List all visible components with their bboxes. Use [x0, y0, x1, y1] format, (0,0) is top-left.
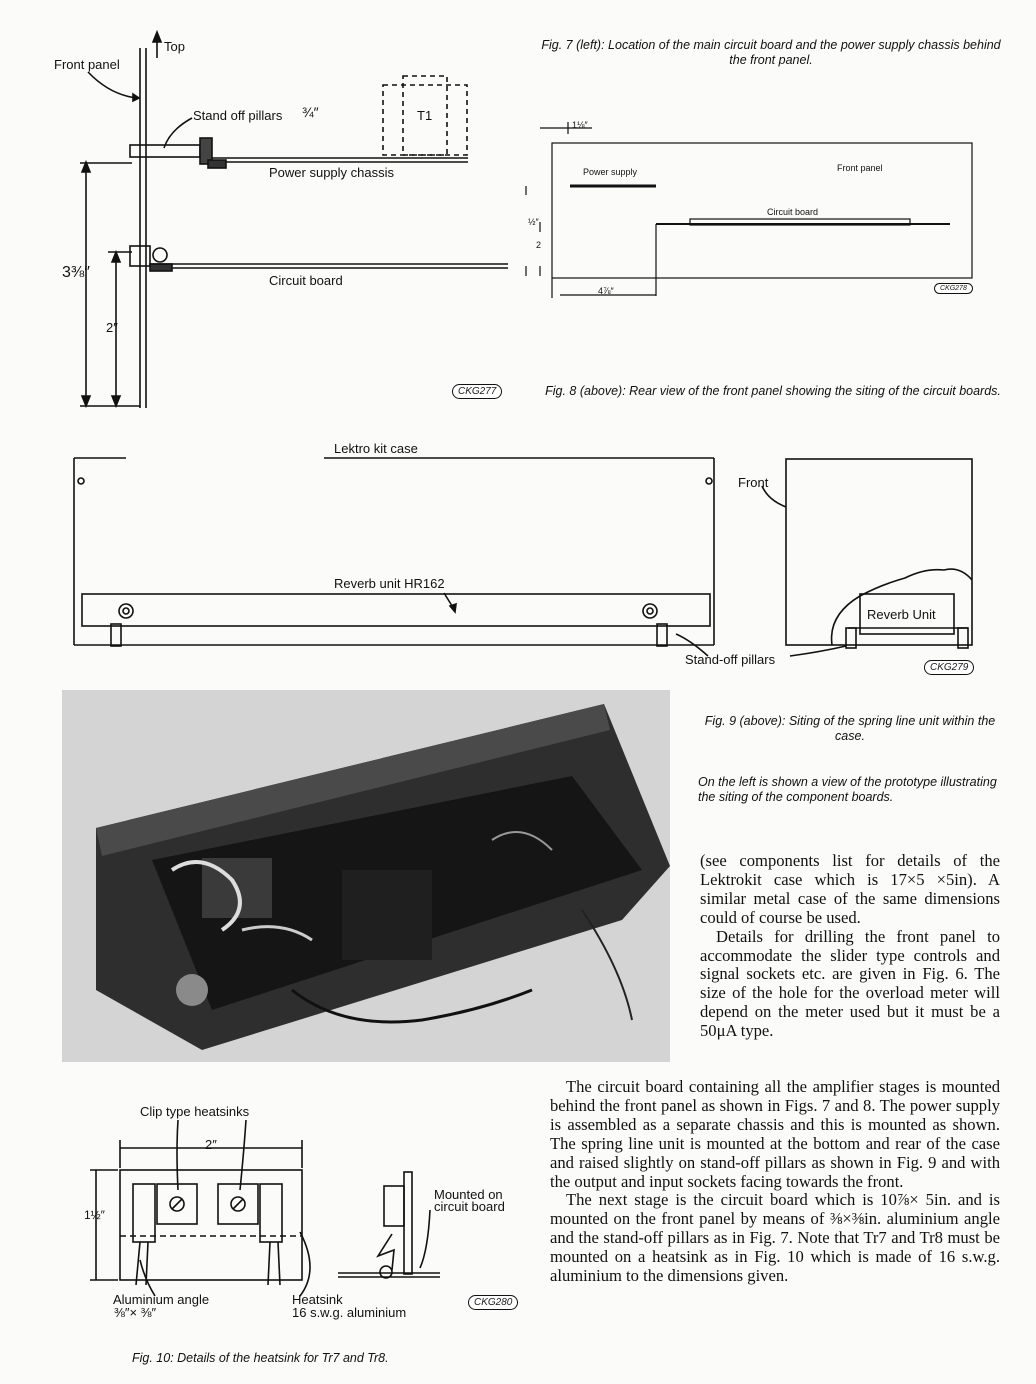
- fig8-front-panel: Front panel: [837, 163, 883, 173]
- text-column-lower: [550, 1078, 1000, 1286]
- fig9-code: CKG279: [924, 660, 974, 675]
- text-column-upper: [700, 852, 1000, 1041]
- stand-off-dim: ¾″: [302, 104, 319, 120]
- fig8-dim-top: 1⅛″: [572, 120, 588, 130]
- fig9-reverb-label: Reverb unit HR162: [334, 576, 445, 591]
- paragraph-2: Details for drilling the front panel to accommodate the slider type controls and signal sockets etc. are given in Fig. 6. The size of the hole for the overload meter will depend on the meter used but it must be a 50μA type.: [700, 926, 1000, 1041]
- fig8-power-supply: Power supply: [583, 167, 638, 177]
- fig10-angle-label: Aluminium angle: [113, 1292, 210, 1307]
- front-panel-label: Front panel: [54, 57, 120, 72]
- fig8-dim-two: 2: [536, 240, 542, 250]
- fig10-caption: Fig. 10: Details of the heatsink for Tr7 and Tr8.: [132, 1351, 389, 1365]
- fig7-code: CKG277: [452, 384, 502, 399]
- fig9-case-label: Lektro kit case: [334, 441, 418, 456]
- dim-lower-label: 2″: [106, 320, 118, 335]
- fig10-clip-label: Clip type heatsinks: [140, 1104, 250, 1119]
- fig8-dim-bottom: 4⅞″: [598, 286, 614, 296]
- fig10-mounted-label: Mounted on circuit board: [434, 1187, 505, 1214]
- fig9-front-label: Front: [738, 475, 769, 490]
- fig10-dim-height: 1½″: [84, 1208, 105, 1222]
- top-label: Top: [164, 39, 185, 54]
- t1-label: T1: [417, 108, 433, 123]
- photo-caption: On the left is shown a view of the prototype illustrating the siting of the component boards.: [698, 775, 997, 804]
- fig8-caption: Fig. 8 (above): Rear view of the front panel showing the siting of the circuit boards.: [545, 384, 1001, 398]
- fig10-dim-width: 2″: [205, 1137, 217, 1152]
- paragraph-4: The next stage is the circuit board which is 10⅞× 5in. and is mounted on the front panel by means of ⅜×⅜in. aluminium angle and the stand-off pillars as in Fig. 7. Note that Tr7 and Tr8 must be mounted on a heatsink as in Fig. 10 which is made of 16 s.w.g. aluminium to the dimensions given.: [550, 1190, 1000, 1286]
- fig8-code: CKG278: [934, 283, 973, 294]
- fig10-angle-dim: ⅜″× ⅜″: [114, 1305, 157, 1320]
- fig9-standoff-label: Stand-off pillars: [685, 652, 776, 667]
- prototype-photo: [62, 690, 670, 1062]
- paragraph-1: (see components list for details of the Lektrokit case which is 17×5 ×5in). A similar metal case of the same dimensions could of course be used.: [700, 851, 1000, 927]
- psu-chassis-label: Power supply chassis: [269, 165, 394, 180]
- fig7-caption: Fig. 7 (left): Location of the main circuit board and the power supply chassis behind the front panel.: [541, 38, 1001, 67]
- fig9-reverb-unit-label: Reverb Unit: [867, 607, 936, 622]
- paragraph-3: The circuit board containing all the amplifier stages is mounted behind the front panel as shown in Figs. 7 and 8. The power supply is assembled as a separate chassis and this is mounted as shown. The spring line unit is mounted at the bottom and rear of the case and raised slightly on stand-off pillars as shown in Fig. 9 and with the output and input sockets facing towards the front.: [550, 1077, 1000, 1191]
- fig10-heatsink-label: Heatsink: [292, 1292, 343, 1307]
- stand-off-label: Stand off pillars: [193, 108, 283, 123]
- fig10-heatsink-mat: 16 s.w.g. aluminium: [292, 1305, 407, 1320]
- fig10-code: CKG280: [468, 1295, 518, 1310]
- fig8-dim-half: ½″: [528, 217, 539, 227]
- dim-total-label: 3⅜″: [62, 264, 90, 281]
- fig9-caption: Fig. 9 (above): Siting of the spring line unit within the case.: [704, 714, 996, 743]
- circuit-board-label: Circuit board: [269, 273, 343, 288]
- fig8-circuit-board: Circuit board: [767, 207, 819, 217]
